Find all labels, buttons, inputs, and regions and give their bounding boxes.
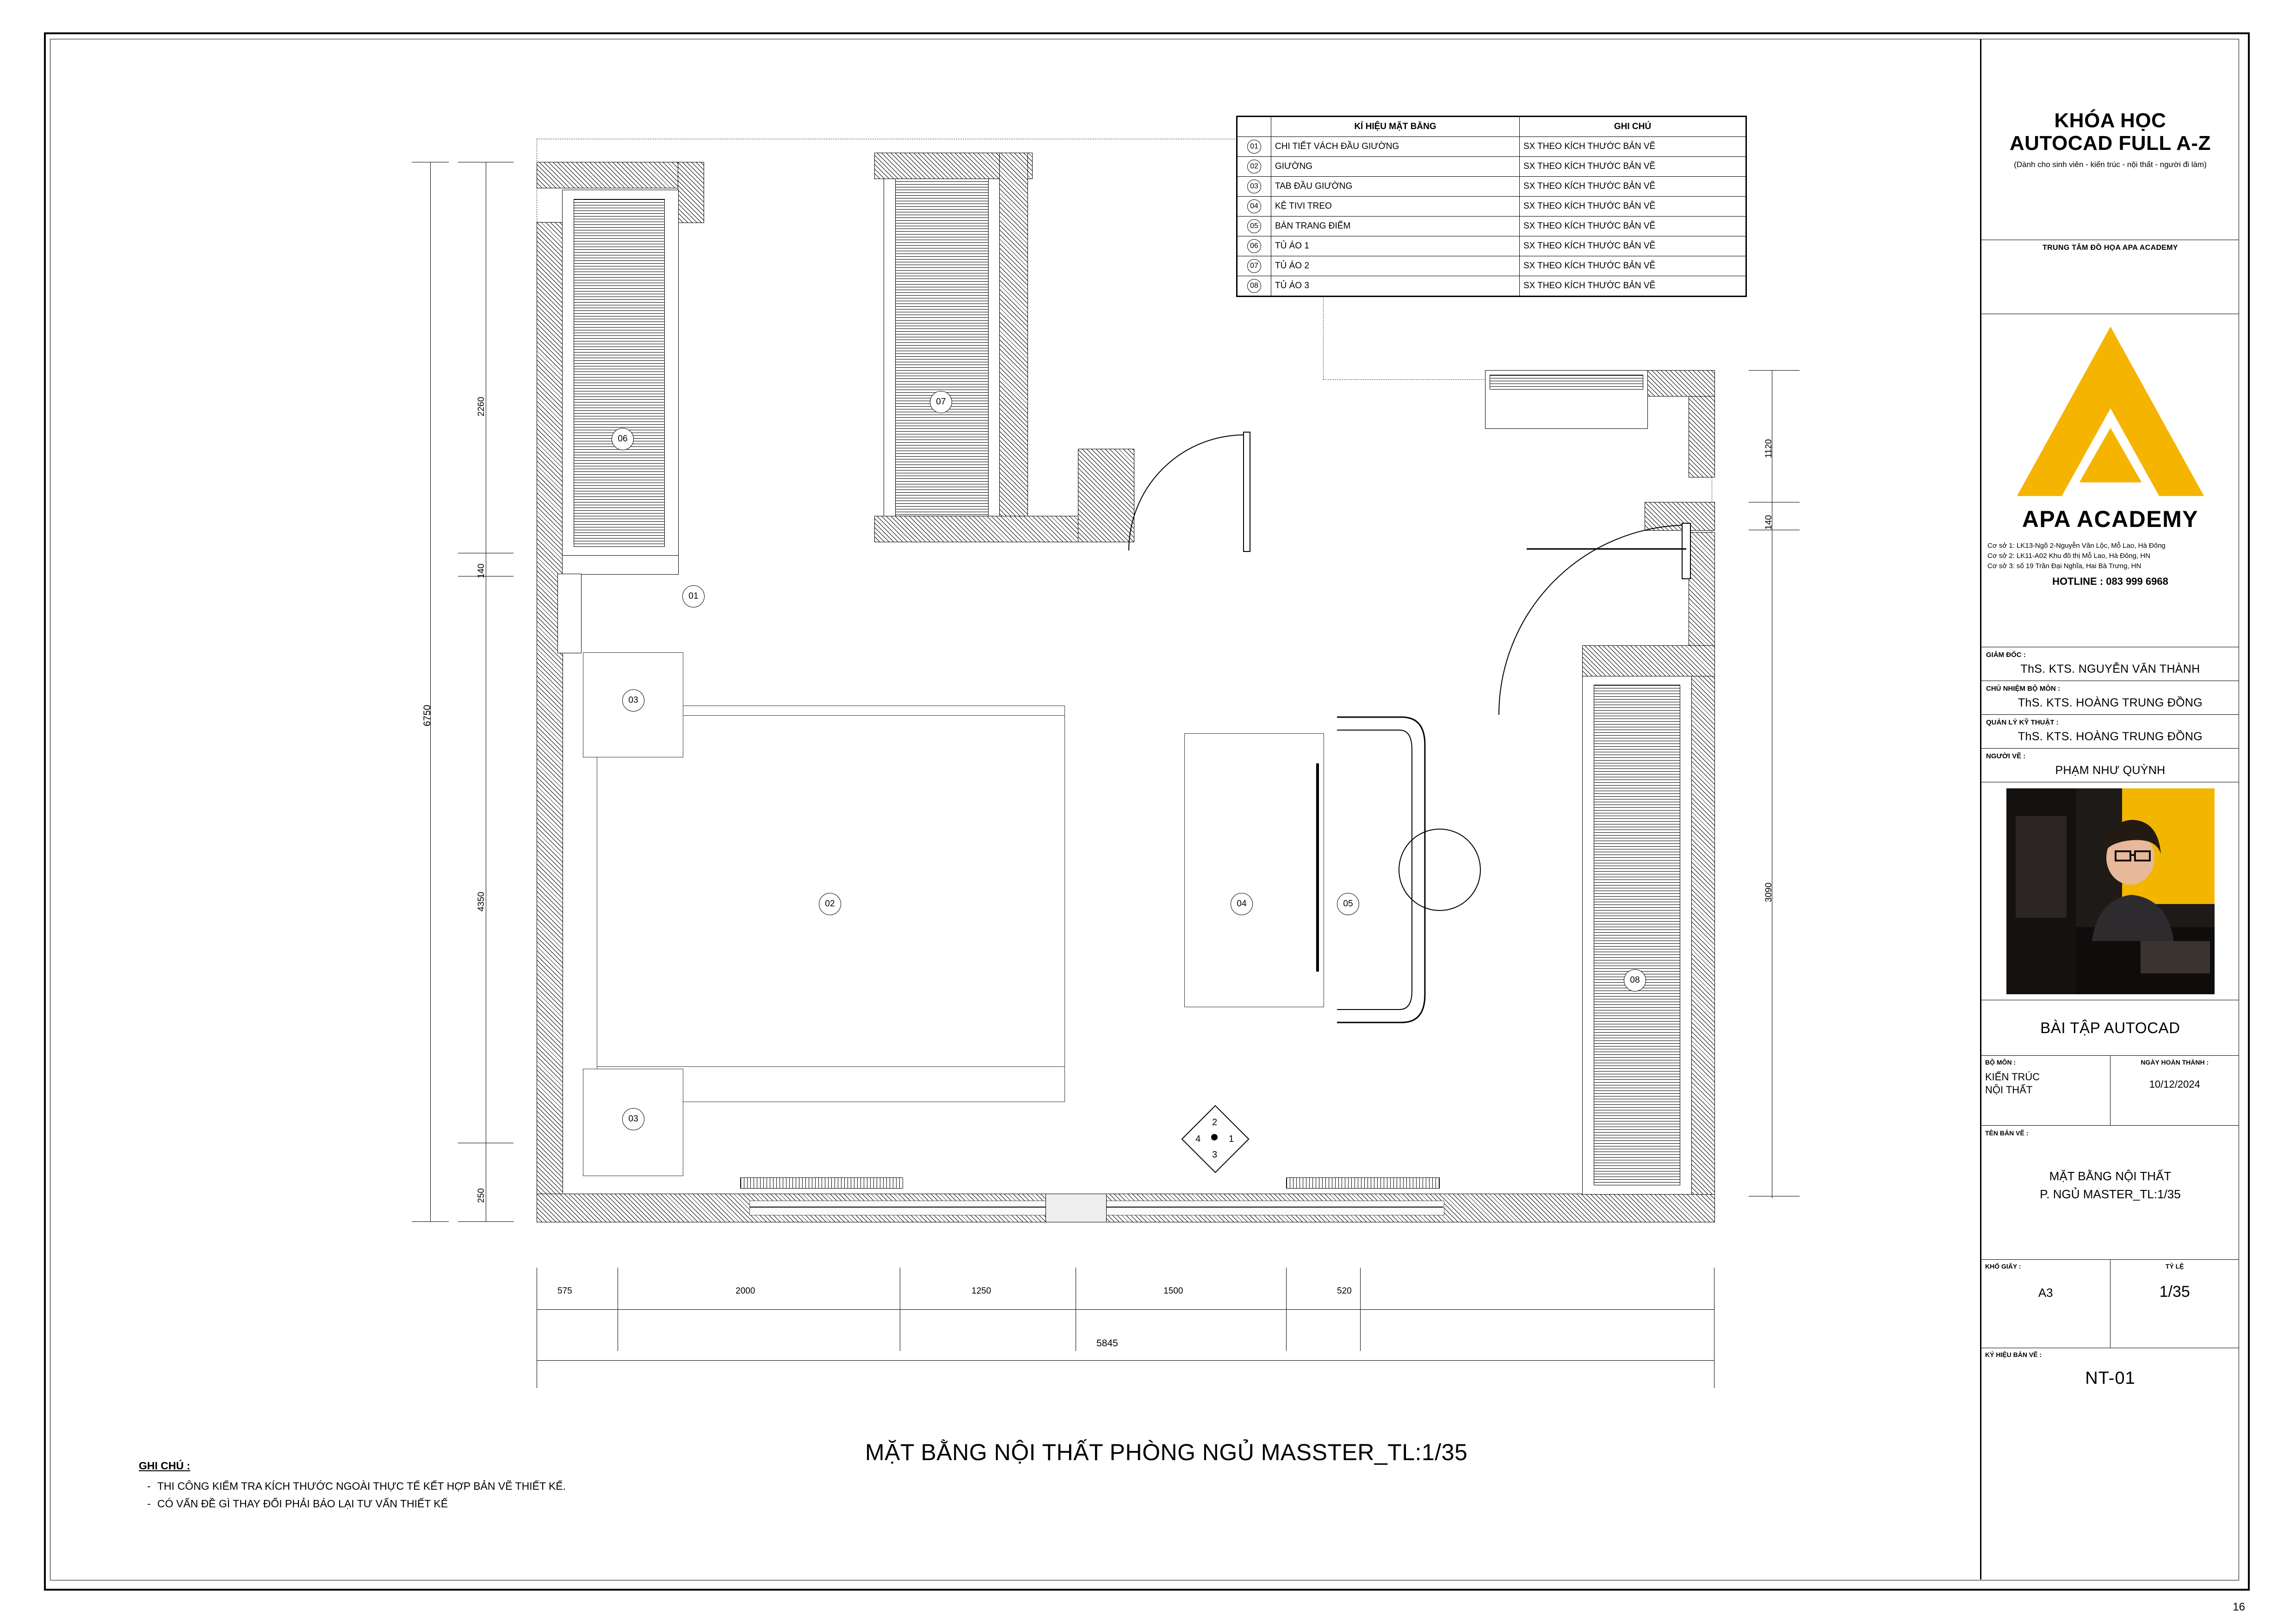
tag-02 bbox=[819, 893, 841, 915]
scale-value: 1/35 bbox=[2159, 1283, 2190, 1301]
notes-heading: GHI CHÚ : bbox=[139, 1460, 191, 1472]
role-name: PHẠM NHƯ QUỲNH bbox=[2055, 764, 2166, 777]
counter-top-right-front bbox=[1490, 375, 1643, 390]
role-label: QUẢN LÝ KỸ THUẬT : bbox=[1986, 719, 2059, 726]
legend-row-no: 08 bbox=[1247, 279, 1261, 293]
legend-row-note: SX THEO KÍCH THƯỚC BẢN VẼ bbox=[1520, 236, 1746, 256]
legend-row-desc: TAB ĐẦU GIƯỜNG bbox=[1271, 177, 1520, 197]
orientation-top: 2 bbox=[1212, 1117, 1218, 1127]
center-name-cell bbox=[1981, 240, 2239, 314]
door-swing-top bbox=[1129, 435, 1258, 569]
curtain-left bbox=[740, 1177, 903, 1189]
role-name: ThS. KTS. HOÀNG TRUNG ĐỒNG bbox=[2018, 696, 2203, 709]
dim-bottom-3: 1250 bbox=[972, 1286, 991, 1296]
wardrobe-06-doors bbox=[574, 199, 665, 547]
subject-value-2: NỘI THẤT bbox=[1985, 1084, 2033, 1096]
course-title-line2: AUTOCAD FULL A-Z bbox=[2010, 132, 2211, 155]
date-value: 10/12/2024 bbox=[2149, 1078, 2200, 1090]
paper-value: A3 bbox=[2038, 1286, 2053, 1300]
role-label: GIÁM ĐỐC : bbox=[1986, 651, 2026, 659]
legend-row-no: 07 bbox=[1247, 259, 1261, 273]
legend-row-no: 02 bbox=[1247, 160, 1261, 173]
tag-06 bbox=[612, 428, 634, 450]
legend-row-note: SX THEO KÍCH THƯỚC BẢN VẼ bbox=[1520, 276, 1746, 296]
general-notes bbox=[139, 1457, 566, 1513]
window-bottom-2 bbox=[1106, 1201, 1444, 1215]
tag-03-top-label: 03 bbox=[628, 695, 638, 705]
dim-right-1: 1120 bbox=[1764, 439, 1774, 458]
paper-label: KHỔ GIẤY : bbox=[1985, 1263, 2021, 1270]
code-value: NT-01 bbox=[2085, 1369, 2135, 1388]
legend-row bbox=[1238, 276, 1746, 296]
headboard-panel-01 bbox=[557, 574, 582, 653]
tag-08 bbox=[1624, 969, 1646, 991]
dim-bottom-2: 2000 bbox=[736, 1286, 755, 1296]
orientation-symbol bbox=[1184, 1108, 1244, 1168]
curtain-right bbox=[1286, 1177, 1440, 1189]
scale-label: TỶ LỆ bbox=[2165, 1263, 2184, 1270]
role-name: ThS. KTS. HOÀNG TRUNG ĐỒNG bbox=[2018, 730, 2203, 743]
address-line: Cơ sở 1: LK13-Ngõ 2-Nguyễn Văn Lộc, Mỗ Lao, Hà Đông bbox=[1987, 542, 2166, 550]
legend-row bbox=[1238, 177, 1746, 197]
legend-row-desc: TỦ ÁO 1 bbox=[1271, 236, 1520, 256]
logo-name: APA ACADEMY bbox=[2022, 506, 2199, 532]
tag-03-bottom bbox=[622, 1108, 644, 1130]
drawing-code-cell bbox=[1981, 1348, 2239, 1418]
wall-right-notch bbox=[1645, 370, 1715, 396]
exercise-title: BÀI TẬP AUTOCAD bbox=[1981, 1000, 2239, 1056]
legend-row-note: SX THEO KÍCH THƯỚC BẢN VẼ bbox=[1520, 256, 1746, 276]
drafter-photo bbox=[2006, 788, 2215, 994]
legend-row bbox=[1238, 256, 1746, 276]
dim-bottom-4: 1500 bbox=[1163, 1286, 1183, 1296]
course-header bbox=[1981, 39, 2239, 240]
dim-left-4: 250 bbox=[477, 1188, 486, 1203]
legend-row-no: 06 bbox=[1247, 239, 1261, 253]
dressing-table-05 bbox=[1318, 717, 1485, 1032]
wardrobe-06-base bbox=[562, 555, 679, 575]
legend-row-desc: BÀN TRANG ĐIỂM bbox=[1271, 217, 1520, 236]
dim-right-2: 140 bbox=[1764, 515, 1774, 530]
role-label: NGƯỜI VẼ : bbox=[1986, 752, 2026, 760]
tag-05 bbox=[1337, 893, 1359, 915]
course-title-line1: KHÓA HỌC bbox=[2054, 109, 2166, 132]
window-bottom-1 bbox=[749, 1201, 1046, 1215]
dim-bottom-total: 5845 bbox=[1096, 1338, 1118, 1349]
role-director bbox=[1981, 647, 2239, 681]
page-number: 16 bbox=[2233, 1601, 2245, 1613]
tag-04 bbox=[1231, 893, 1253, 915]
legend-row-desc: KỆ TIVI TREO bbox=[1271, 197, 1520, 217]
legend-header-note: GHI CHÚ bbox=[1520, 117, 1746, 137]
dim-bottom-5: 520 bbox=[1337, 1286, 1352, 1296]
subject-date-row bbox=[1981, 1056, 2239, 1126]
dim-left-3: 4350 bbox=[477, 892, 486, 911]
legend-row bbox=[1238, 137, 1746, 157]
legend-row bbox=[1238, 197, 1746, 217]
legend-header-code: KÍ HIỆU MẶT BẰNG bbox=[1271, 117, 1520, 137]
tag-05-label: 05 bbox=[1343, 899, 1353, 909]
legend-row-note: SX THEO KÍCH THƯỚC BẢN VẼ bbox=[1520, 157, 1746, 177]
legend-row-no: 04 bbox=[1247, 199, 1261, 213]
drawing-name-cell bbox=[1981, 1126, 2239, 1260]
wardrobe-08-wall-top bbox=[1582, 645, 1715, 676]
wardrobe-07-doors bbox=[895, 164, 989, 524]
apa-logo-icon bbox=[2011, 319, 2210, 504]
legend-row-desc: CHI TIẾT VÁCH ĐẦU GIƯỜNG bbox=[1271, 137, 1520, 157]
address-line: Cơ sở 3: số 19 Trần Đại Nghĩa, Hai Bà Trưng, HN bbox=[1987, 562, 2141, 570]
role-name: ThS. KTS. NGUYỄN VĂN THÀNH bbox=[2020, 663, 2200, 675]
legend-row-no: 05 bbox=[1247, 219, 1261, 233]
legend-row-note: SX THEO KÍCH THƯỚC BẢN VẼ bbox=[1520, 177, 1746, 197]
center-name: TRUNG TÂM ĐỒ HỌA APA ACADEMY bbox=[2042, 244, 2178, 252]
orientation-right: 1 bbox=[1229, 1134, 1234, 1144]
note-item: - THI CÔNG KIỂM TRA KÍCH THƯỚC NGOÀI THỰC TẾ KẾT HỢP BẢN VẼ THIẾT KẾ. bbox=[157, 1478, 566, 1495]
door-leaf-right bbox=[1527, 548, 1686, 550]
legend-header-blank bbox=[1238, 117, 1271, 137]
address-line: Cơ sở 2: LK11-A02 Khu đô thị Mỗ Lao, Hà Đông, HN bbox=[1987, 551, 2151, 560]
role-label: CHỦ NHIỆM BỘ MÔN : bbox=[1986, 685, 2060, 693]
legend-row-desc: TỦ ÁO 2 bbox=[1271, 256, 1520, 276]
legend-row-desc: TỦ ÁO 3 bbox=[1271, 276, 1520, 296]
dim-right-3: 3090 bbox=[1764, 882, 1774, 902]
wardrobe-08-doors bbox=[1594, 685, 1680, 1185]
wall-top-left-stub bbox=[678, 162, 704, 223]
legend-row-desc: GIƯỜNG bbox=[1271, 157, 1520, 177]
wardrobe-07-wall-right bbox=[999, 153, 1028, 533]
wardrobe-07-wall-bottom bbox=[874, 516, 1107, 542]
role-technical-manager bbox=[1981, 715, 2239, 749]
legend-row-note: SX THEO KÍCH THƯỚC BẢN VẼ bbox=[1520, 137, 1746, 157]
tag-01 bbox=[682, 585, 705, 607]
dim-bottom-1: 575 bbox=[557, 1286, 572, 1296]
orientation-bottom: 3 bbox=[1212, 1150, 1218, 1160]
role-department-head bbox=[1981, 681, 2239, 715]
legend-table bbox=[1236, 116, 1747, 297]
tv-shelf-04 bbox=[1184, 733, 1324, 1007]
legend-row-no: 03 bbox=[1247, 180, 1261, 193]
course-subtitle: (Dành cho sinh viên - kiến trúc - nội thất - người đi làm) bbox=[2014, 160, 2207, 169]
code-label: KÝ HIỆU BẢN VẼ : bbox=[1985, 1351, 2042, 1358]
partition-right-of-07 bbox=[1078, 449, 1134, 542]
date-label: NGÀY HOÀN THÀNH : bbox=[2141, 1059, 2209, 1066]
legend-row bbox=[1238, 157, 1746, 177]
tag-06-label: 06 bbox=[618, 434, 628, 444]
role-drafter bbox=[1981, 749, 2239, 782]
dim-left-1: 2260 bbox=[477, 396, 486, 416]
drawing-name-label: TÊN BẢN VẼ : bbox=[1985, 1129, 2029, 1137]
wall-left bbox=[537, 222, 563, 1195]
legend-row-no: 01 bbox=[1247, 140, 1261, 154]
tag-07-label: 07 bbox=[936, 397, 946, 407]
legend-row bbox=[1238, 217, 1746, 236]
tag-01-label: 01 bbox=[688, 591, 699, 601]
note-item: - CÓ VẤN ĐỀ GÌ THAY ĐỔI PHẢI BÁO LẠI TƯ VẤN THIẾT KẾ bbox=[157, 1495, 566, 1513]
legend-row-note: SX THEO KÍCH THƯỚC BẢN VẼ bbox=[1520, 197, 1746, 217]
paper-scale-row bbox=[1981, 1260, 2239, 1348]
dim-left-2: 140 bbox=[477, 564, 486, 578]
tag-02-label: 02 bbox=[825, 899, 835, 909]
hotline: HOTLINE : 083 999 6968 bbox=[2052, 576, 2168, 588]
tag-03-top bbox=[622, 689, 644, 712]
dim-left-total: 6750 bbox=[422, 705, 433, 726]
orientation-left: 4 bbox=[1195, 1134, 1201, 1144]
drawing-name-1: MẶT BẰNG NỘI THẤT bbox=[2049, 1169, 2172, 1183]
tag-04-label: 04 bbox=[1237, 899, 1247, 909]
subject-value-1: KIẾN TRÚC bbox=[1985, 1071, 2040, 1083]
wall-pier-bottom bbox=[1046, 1194, 1107, 1222]
drafter-photo-cell bbox=[1981, 782, 2239, 1000]
legend-row-note: SX THEO KÍCH THƯỚC BẢN VẼ bbox=[1520, 217, 1746, 236]
subject-label: BỘ MÔN : bbox=[1985, 1059, 2016, 1066]
tag-07 bbox=[930, 391, 952, 413]
drawing-name-2: P. NGỦ MASTER_TL:1/35 bbox=[2040, 1187, 2181, 1201]
title-block bbox=[1980, 39, 2239, 1580]
plan-title: MẶT BẰNG NỘI THẤT PHÒNG NGỦ MASSTER_TL:1/35 bbox=[865, 1439, 1468, 1465]
tag-03-bottom-label: 03 bbox=[628, 1114, 638, 1124]
logo-cell bbox=[1981, 314, 2239, 647]
legend-row bbox=[1238, 236, 1746, 256]
tag-08-label: 08 bbox=[1630, 975, 1640, 985]
